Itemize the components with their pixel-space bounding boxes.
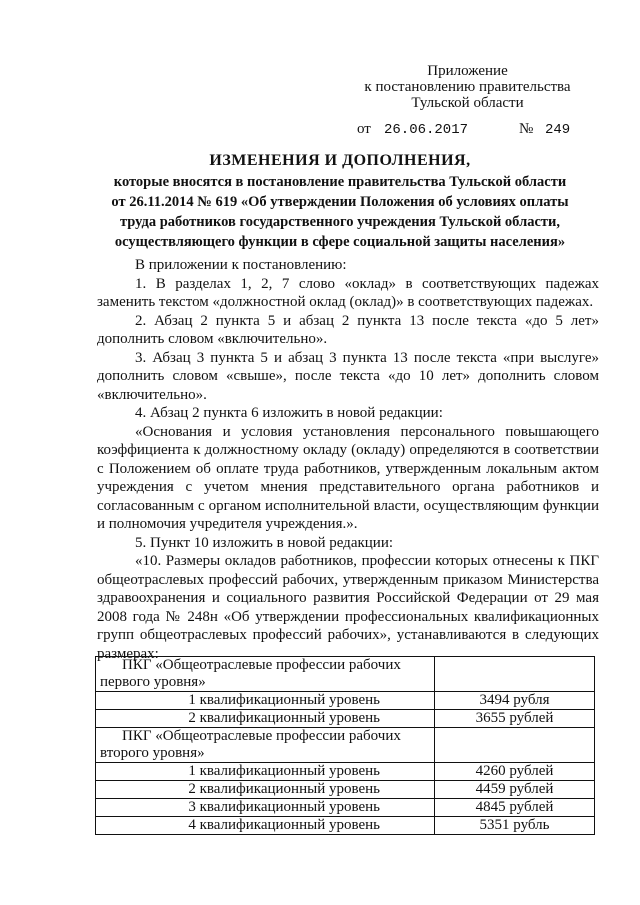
- table-cell-empty: [435, 728, 595, 763]
- amount-cell: 4260 рублей: [435, 763, 595, 781]
- amount-cell: 4459 рублей: [435, 781, 595, 799]
- table-cell-empty: [435, 657, 595, 692]
- appendix-line: к постановлению правительства: [364, 79, 571, 95]
- level-cell: 1 квалификационный уровень: [96, 763, 435, 781]
- table-row: [96, 692, 595, 710]
- appendix-line: Тульской области: [411, 95, 524, 111]
- amount-cell: 3655 рублей: [435, 710, 595, 728]
- document-date: 26.06.2017: [384, 122, 469, 138]
- heading-line: осуществляющего функции в сфере социальной защиты населения»: [114, 234, 566, 250]
- group-title: ПКГ «Общеотраслевые профессии рабочих второго уровня»: [96, 728, 435, 763]
- paragraph: В приложении к постановлению:: [135, 257, 347, 273]
- amount-cell: 3494 рубля: [435, 692, 595, 710]
- document-body: [97, 256, 599, 663]
- paragraph: 2. Абзац 2 пункта 5 и абзац 2 пункта 13 после текста «до 5 лет» дополнить словом «включительно».: [97, 312, 599, 347]
- level-cell: 1 квалификационный уровень: [96, 692, 435, 710]
- amount-cell: 5351 рубль: [435, 817, 595, 835]
- table-row: [96, 710, 595, 728]
- paragraph: 4. Абзац 2 пункта 6 изложить в новой редакции:: [135, 405, 443, 421]
- level-cell: 4 квалификационный уровень: [96, 817, 435, 835]
- paragraph: «10. Размеры окладов работников, профессии которых отнесены к ПКГ общеотраслевых профессий рабочих, утвержденным приказом Министерства здравоохранения и социального развития Российской Федерации от 29 мая 2008 года № 248н «Об утверждении профессиональных квалификационных групп общеотраслевых профессий рабочих», устанавливаются в следующих размерах:: [97, 553, 599, 662]
- paragraph: «Основания и условия установления персонального повышающего коэффициента к должностному окладу (окладу) определяются в соответствии с Положением об оплате труда работников, утвержденным локальным актом учреждения с учетом мнения представительного органа работников и согласованным с органом исполнительной власти, осуществляющим функции и полномочия учредителя учреждения.».: [97, 423, 599, 532]
- table-row: [96, 781, 595, 799]
- table-row: [96, 817, 595, 835]
- heading-line: которые вносятся в постановление правительства Тульской области: [113, 174, 567, 190]
- table-row: [96, 728, 595, 763]
- document-heading: [60, 150, 620, 252]
- level-cell: 2 квалификационный уровень: [96, 781, 435, 799]
- heading-line: труда работников государственного учреждения Тульской области,: [120, 214, 560, 230]
- table-row: [96, 763, 595, 781]
- level-cell: 3 квалификационный уровень: [96, 799, 435, 817]
- table-row: [96, 799, 595, 817]
- appendix-line: Приложение: [427, 63, 508, 79]
- document-number: 249: [545, 122, 571, 138]
- heading-line: от 26.11.2014 № 619 «Об утверждении Положения об условиях оплаты: [111, 194, 569, 210]
- date-label: от: [357, 121, 371, 137]
- level-cell: 2 квалификационный уровень: [96, 710, 435, 728]
- number-label: №: [519, 121, 534, 137]
- paragraph: 1. В разделах 1, 2, 7 слово «оклад» в соответствующих падежах заменить текстом «должностной оклад (оклад)» в соответствующих падежах.: [97, 275, 599, 310]
- heading-title: ИЗМЕНЕНИЯ И ДОПОЛНЕНИЯ,: [209, 152, 471, 169]
- appendix-header: [360, 63, 575, 111]
- amount-cell: 4845 рублей: [435, 799, 595, 817]
- salary-table: [95, 656, 595, 835]
- paragraph: 5. Пункт 10 изложить в новой редакции:: [135, 534, 394, 551]
- table-row: [96, 657, 595, 692]
- group-title: ПКГ «Общеотраслевые профессии рабочих первого уровня»: [96, 657, 435, 692]
- paragraph: 3. Абзац 3 пункта 5 и абзац 3 пункта 13 после текста «при выслуге» дополнить словом «свыше», после текста «до 10 лет» дополнить словом «включительно».: [97, 349, 599, 403]
